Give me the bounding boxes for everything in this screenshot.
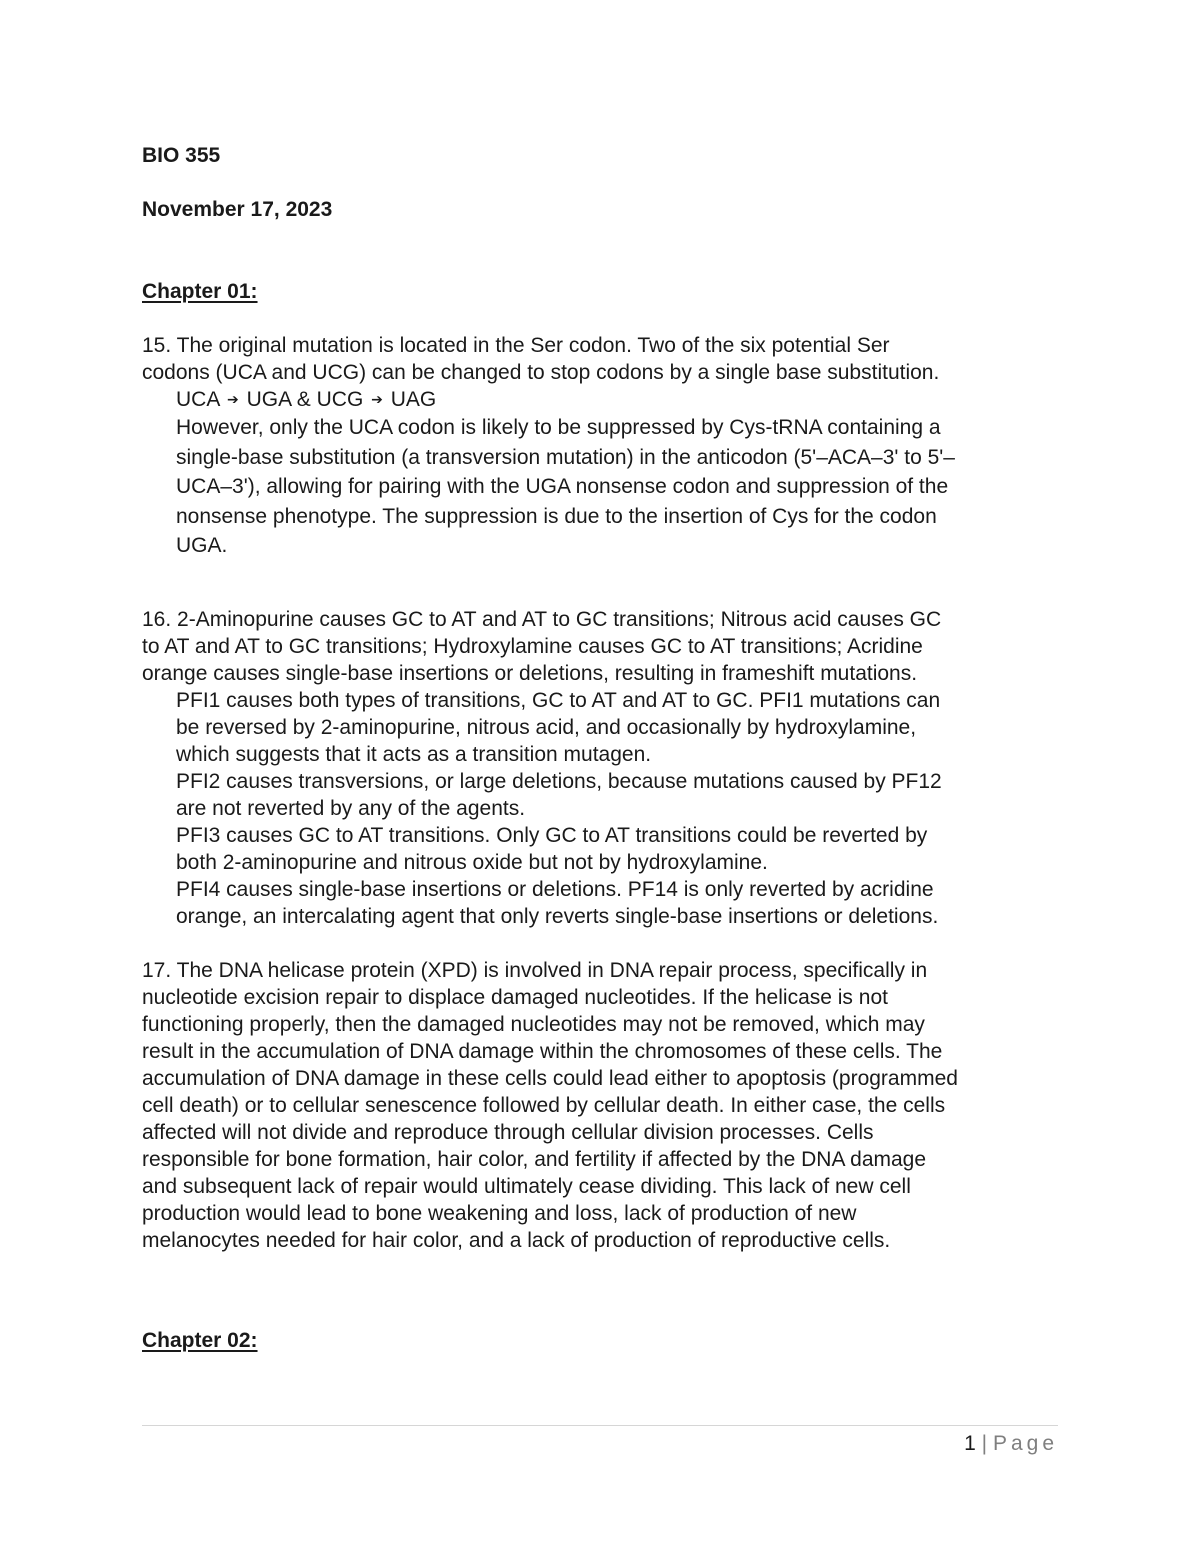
q17-line: nucleotide excision repair to displace damaged nucleotides. If the helicase is not	[142, 986, 888, 1009]
course-title: BIO 355	[142, 144, 221, 167]
q15-detail	[176, 386, 1061, 561]
q16-line: 16. 2-Aminopurine causes GC to AT and AT to GC transitions; Nitrous acid causes GC	[142, 608, 942, 631]
q17-line: responsible for bone formation, hair color, and fertility if affected by the DNA damage	[142, 1148, 927, 1171]
q15-detail-line: nonsense phenotype. The suppression is due to the insertion of Cys for the codon	[176, 504, 937, 528]
q17-line: result in the accumulation of DNA damage within the chromosomes of these cells. The	[142, 1040, 943, 1063]
q16-detail	[176, 687, 1061, 930]
q15-detail-line: UGA.	[176, 534, 228, 557]
q16-detail-line: PFI1 causes both types of transitions, GC to AT and AT to GC. PFI1 mutations can	[176, 689, 941, 712]
q17-line: production would lead to bone weakening and loss, lack of production of new	[142, 1202, 857, 1225]
q17-line: 17. The DNA helicase protein (XPD) is involved in DNA repair process, specifically in	[142, 959, 928, 982]
q16-detail-line: PFI2 causes transversions, or large deletions, because mutations caused by PF12	[176, 770, 942, 793]
q16-detail-line: both 2-aminopurine and nitrous oxide but not by hydroxylamine.	[176, 851, 768, 874]
right-arrow-icon: ➔	[227, 391, 239, 407]
q16-detail-line: which suggests that it acts as a transition mutagen.	[176, 743, 652, 766]
q16-detail-line: PFI3 causes GC to AT transitions. Only GC to AT transitions could be reverted by	[176, 824, 928, 847]
q17-line: and subsequent lack of repair would ultimately cease dividing. This lack of new cell	[142, 1175, 911, 1198]
q17-line: accumulation of DNA damage in these cells could lead either to apoptosis (programmed	[142, 1067, 958, 1090]
codon-uga-ucg: UGA & UCG	[246, 388, 364, 411]
q15-detail-line: single-base substitution (a transversion mutation) in the anticodon (5'–ACA–3' to 5'–	[176, 445, 955, 469]
q17-line: affected will not divide and reproduce through cellular division processes. Cells	[142, 1121, 874, 1144]
document-date: November 17, 2023	[142, 198, 333, 221]
q16-line: orange causes single-base insertions or deletions, resulting in frameshift mutations.	[142, 662, 918, 685]
right-arrow-icon: ➔	[371, 391, 383, 407]
question-16	[142, 606, 1057, 930]
q17-line: melanocytes needed for hair color, and a lack of production of reproductive cells.	[142, 1229, 891, 1252]
question-15	[142, 332, 1057, 561]
page-footer	[964, 1430, 1058, 1457]
chapter-01-heading: Chapter 01:	[142, 280, 258, 303]
q15-line: 15. The original mutation is located in the Ser codon. Two of the six potential Ser	[142, 334, 890, 357]
q16-detail-line: be reversed by 2-aminopurine, nitrous acid, and occasionally by hydroxylamine,	[176, 716, 917, 739]
page-number: 1	[964, 1432, 976, 1455]
q16-detail-line: are not reverted by any of the agents.	[176, 797, 526, 820]
page-label: Page	[992, 1432, 1058, 1455]
q16-line: to AT and AT to GC transitions; Hydroxylamine causes GC to AT transitions; Acridine	[142, 635, 923, 658]
q15-arrow-line	[176, 386, 1061, 413]
q16-detail-line: orange, an intercalating agent that only reverts single-base insertions or deletions.	[176, 905, 939, 928]
q16-detail-line: PFI4 causes single-base insertions or deletions. PF14 is only reverted by acridine	[176, 878, 934, 901]
q17-line: cell death) or to cellular senescence followed by cellular death. In either case, the cells	[142, 1094, 946, 1117]
page-separator: |	[981, 1432, 988, 1455]
q15-detail-line: However, only the UCA codon is likely to be suppressed by Cys-tRNA containing a	[176, 416, 941, 439]
footer-divider	[142, 1425, 1058, 1426]
q15-detail-line: UCA–3'), allowing for pairing with the UGA nonsense codon and suppression of the	[176, 475, 949, 498]
q17-line: functioning properly, then the damaged nucleotides may not be removed, which may	[142, 1013, 925, 1036]
codon-uca: UCA	[176, 388, 220, 411]
q15-line: codons (UCA and UCG) can be changed to stop codons by a single base substitution.	[142, 361, 940, 384]
question-17	[142, 957, 1057, 1254]
chapter-02-heading: Chapter 02:	[142, 1329, 258, 1352]
codon-uag: UAG	[390, 388, 437, 411]
